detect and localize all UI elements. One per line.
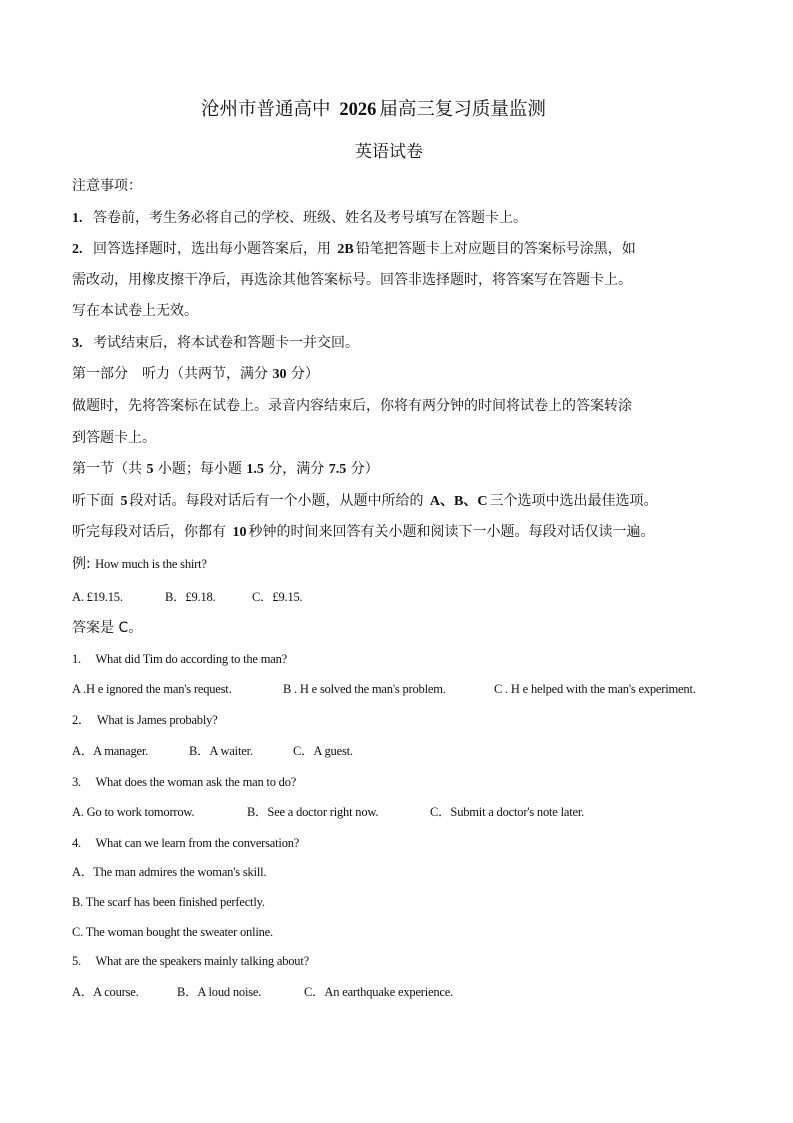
notice-item-1-text: 答卷前，考生务必将自己的学校、班级、姓名及考号填写在答题卡上。 [92, 210, 527, 226]
section1-heading-g: 分） [350, 461, 379, 477]
question-4-text: What can we learn from the conversation? [95, 836, 300, 850]
question-3-option-c: C．Submit a doctor's note later. [430, 805, 585, 819]
section1-line2-c: 秒钟的时间来回答有关小题和阅读下一小题。每段对话仅读一遍。 [248, 524, 655, 540]
notice-item-2-text-a: 回答选择题时，选出每小题答案后，用 [92, 241, 331, 257]
question-5-option-b: B．A loud noise. [177, 985, 262, 999]
question-2 [72, 710, 218, 730]
notice-item-2-line-2: 需改动，用橡皮擦干净后，再选涂其他答案标号。回答非选择题时，将答案写在答题卡上。 [72, 272, 632, 288]
question-4-num: 4. [72, 836, 81, 850]
question-3-option-b: B．See a doctor right now. [247, 805, 379, 819]
part1-heading-a: 第一部分 听力（共两节，满分 [72, 366, 268, 382]
question-4-option-a: A．The man admires the woman's skill. [72, 865, 267, 879]
example-option-c: C．£9.15. [252, 590, 303, 604]
question-1-option-a: A .H e ignored the man's request. [72, 682, 232, 696]
example-question-text: How much is the shirt? [95, 557, 207, 571]
notice-item-2-num: 2. [72, 242, 83, 257]
question-3 [72, 772, 296, 792]
question-4-option-c: C. The woman bought the sweater online. [72, 925, 273, 939]
section1-line2-seconds: 10 [232, 525, 247, 540]
section1-instruction-line-1 [72, 491, 657, 512]
notice-item-1 [72, 208, 527, 229]
question-2-text: What is James probably? [96, 713, 218, 727]
question-1-num: 1. [72, 652, 81, 666]
question-5-option-c: C．An earthquake experience. [304, 985, 454, 999]
section1-line1-a: 听下面 [72, 493, 114, 509]
question-4 [72, 833, 299, 853]
part1-heading-c: 分） [290, 366, 319, 382]
question-2-num: 2． [72, 713, 91, 727]
question-5-text: What are the speakers mainly talking about? [95, 954, 309, 968]
section1-line2-a: 听完每段对话后，你都有 [72, 524, 226, 540]
question-3-text: What does the woman ask the man to do? [95, 775, 297, 789]
example-label: 例: [72, 556, 91, 572]
notice-item-1-num: 1. [72, 211, 83, 226]
section1-heading-e: 分，满分 [268, 461, 325, 477]
question-3-option-a: A. Go to work tomorrow. [72, 805, 195, 819]
exam-title [201, 98, 546, 122]
part1-heading [72, 364, 319, 385]
section1-line1-c: 段对话。每段对话后有一个小题，从题中所给的 [129, 493, 424, 509]
question-2-option-b: B．A waiter. [189, 744, 253, 758]
notice-item-3-num: 3. [72, 336, 83, 351]
question-5 [72, 951, 309, 971]
section1-line1-count: 5 [120, 494, 128, 509]
section1-heading-each: 1.5 [246, 462, 264, 477]
part1-instruction-line-2: 到答题卡上。 [72, 430, 156, 446]
question-5-option-a: A．A course. [72, 985, 139, 999]
exam-subtitle: 英语试卷 [355, 142, 423, 162]
exam-title-year: 2026 [339, 100, 377, 120]
question-1 [72, 649, 287, 669]
notice-item-3-text: 考试结束后，将本试卷和答题卡一并交回。 [92, 335, 359, 351]
example-option-a: A. £19.15. [72, 590, 123, 604]
section1-heading-a: 第一节（共 [72, 461, 142, 477]
section1-instruction-line-2 [72, 522, 654, 543]
question-5-num: 5. [72, 954, 81, 968]
notice-item-2-pencil: 2B [337, 242, 354, 257]
part1-instruction-line-1: 做题时，先将答案标在试卷上。录音内容结束后，你将有两分钟的时间将试卷上的答案转涂 [72, 398, 632, 414]
section1-line1-e: 三个选项中选出最佳选项。 [489, 493, 658, 509]
question-3-num: 3. [72, 775, 81, 789]
notice-item-3 [72, 333, 359, 354]
exam-title-pre: 沧州市普通高中 [201, 99, 331, 120]
notice-item-2 [72, 239, 636, 260]
example-answer: 答案是 C。 [72, 620, 143, 636]
section1-heading-total: 7.5 [328, 462, 347, 477]
exam-title-post: 届高三复习质量监测 [379, 99, 546, 120]
question-1-text: What did Tim do according to the man? [95, 652, 287, 666]
notice-heading: 注意事项： [72, 178, 142, 194]
section1-heading-c: 小题；每小题 [157, 461, 242, 477]
notice-item-2-line-3: 写在本试卷上无效。 [72, 303, 198, 319]
part1-heading-score: 30 [272, 367, 287, 382]
example-question [72, 554, 207, 574]
question-1-option-b: B . H e solved the man's problem. [283, 682, 446, 696]
question-2-option-a: A．A manager. [72, 744, 149, 758]
question-2-option-c: C．A guest. [293, 744, 353, 758]
notice-item-2-text-c: 铅笔把答题卡上对应题目的答案标号涂黑，如 [355, 241, 636, 257]
question-1-option-c: C . H e helped with the man's experiment. [494, 682, 696, 696]
section1-heading [72, 459, 379, 480]
question-4-option-b: B. The scarf has been finished perfectly. [72, 895, 265, 909]
section1-heading-count: 5 [146, 462, 154, 477]
section1-line1-options: A、B、C [429, 494, 488, 509]
example-option-b: B．£9.18. [165, 590, 216, 604]
